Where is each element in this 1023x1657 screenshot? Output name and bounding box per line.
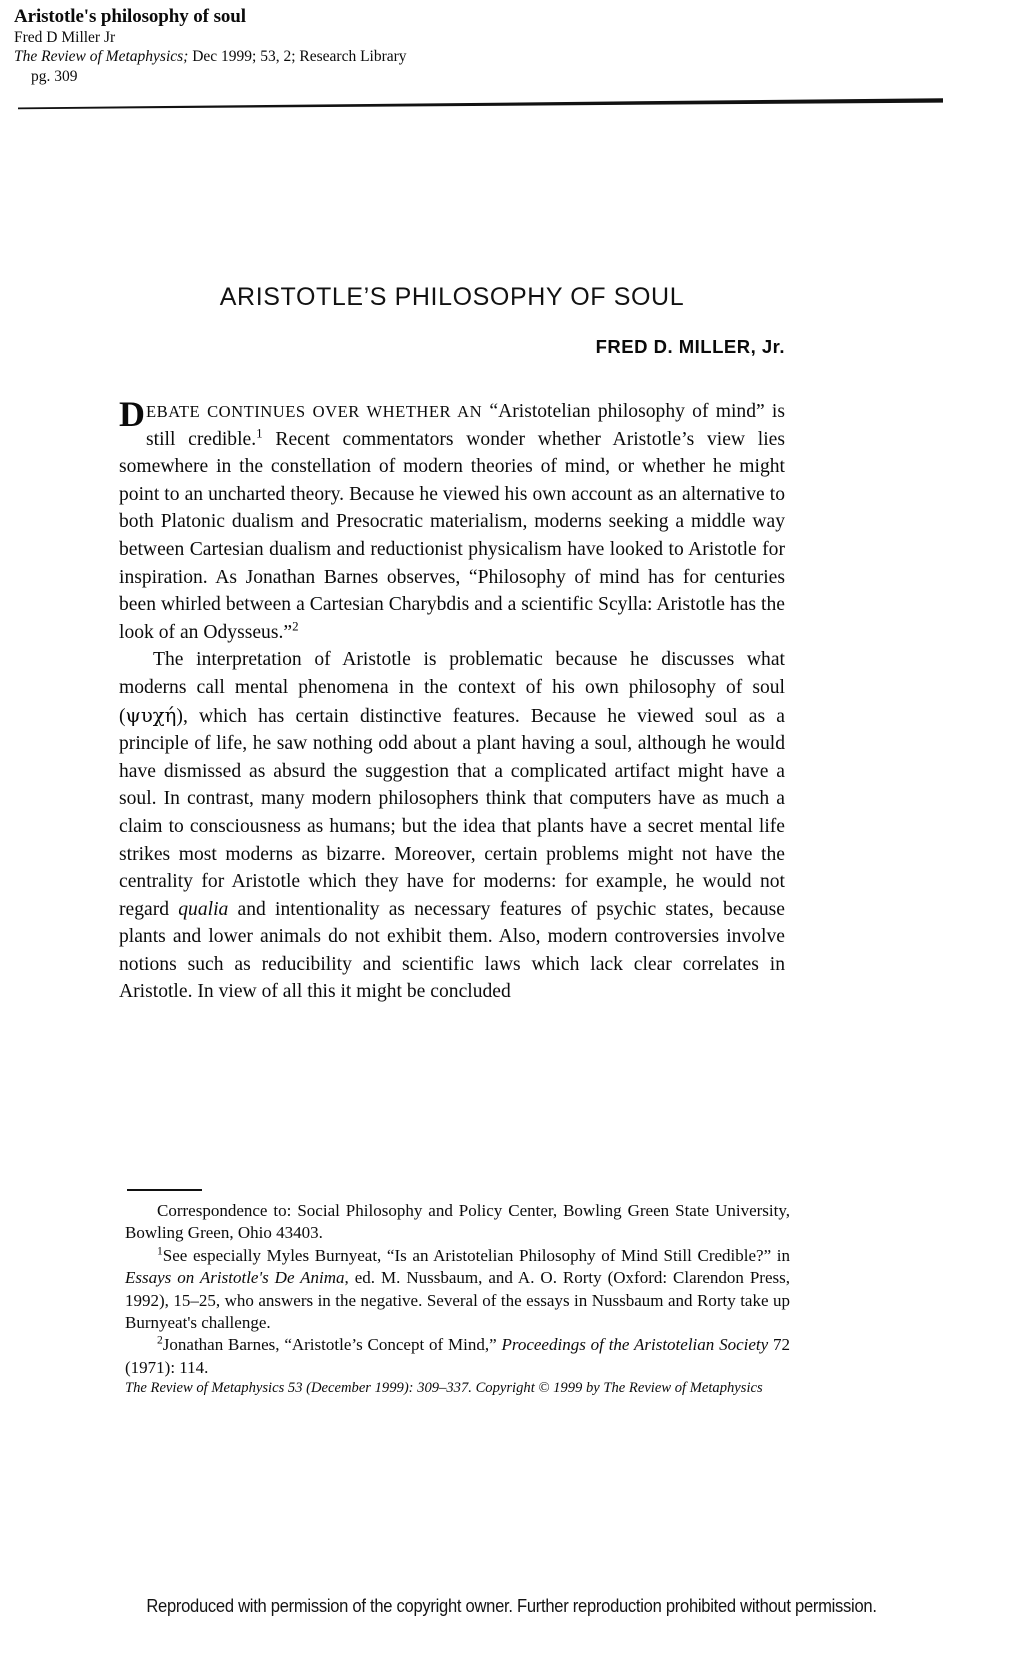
footnote-1-number: 1 <box>157 1244 163 1258</box>
footnote-2 <box>125 1334 790 1379</box>
footnote-reference-2[interactable]: 2 <box>292 618 299 634</box>
italic-term-qualia: qualia <box>178 898 229 920</box>
page-title: ARISTOTLE’S PHILOSOPHY OF SOUL <box>219 283 685 311</box>
paragraph-1 <box>119 394 785 646</box>
paragraph-2-part-2: ), which has certain distinctive features. Because he viewed soul as a principle of life, he saw nothing odd about a plant having a soul, although he would have dismissed as absurd the suggestion that a complicated artifact might have a soul. In contrast, many modern philosophers think that computers have as much a claim to consciousness as humans; but the idea that plants have a secret mental life strikes most moderns as bizarre. Moreover, certain problems might not have the centrality for Aristotle which they have for moderns: for example, he would not regard <box>119 705 785 920</box>
footnote-1-title: Essays on Aristotle's De Anima <box>125 1268 345 1288</box>
footnote-2-part-2: 72 (1971): 114. <box>125 1335 790 1377</box>
scan-header-source <box>14 47 874 67</box>
paragraph-1-lead: “Aristotelian philosophy of mind” is still credible. <box>146 401 785 450</box>
permission-notice: Reproduced with permission of the copyright owner. Further reproduction prohibited without permission. <box>146 1596 877 1616</box>
scan-header-page: pg. 309 <box>31 68 78 85</box>
article-body <box>119 282 785 1006</box>
footnote-separator <box>127 1189 202 1191</box>
opening-small-caps: EBATE CONTINUES OVER WHETHER AN <box>146 402 483 421</box>
paragraph-2 <box>119 646 785 1006</box>
scan-header-issue: Dec 1999; 53, 2; Research Library <box>188 48 407 65</box>
scan-divider-rule <box>18 96 943 110</box>
footnote-2-part-1: Jonathan Barnes, “Aristotle’s Concept of Mind,” <box>162 1335 502 1355</box>
footnote-2-number: 2 <box>157 1333 163 1347</box>
greek-term-psyche: ψυχή <box>125 703 177 727</box>
article-byline: FRED D. MILLER, Jr. <box>595 336 785 357</box>
footnote-correspondence: Correspondence to: Social Philosophy and Policy Center, Bowling Green State University, Bowling Green, Ohio 43403. <box>125 1201 790 1243</box>
scan-header <box>14 6 874 87</box>
footnote-2-title: Proceedings of the Aristotelian Society <box>501 1335 769 1355</box>
journal-citation-line: The Review of Metaphysics 53 (December 1999): 309–337. Copyright © 1999 by The Review of Metaphysics <box>125 1380 763 1397</box>
footnote-1 <box>125 1245 790 1335</box>
drop-cap: D <box>119 394 145 434</box>
paragraph-1-body: Recent commentators wonder whether Aristotle’s view lies somewhere in the constellation of modern theories of mind, or whether he might point to an uncharted theory. Because he viewed his own account as an alternative to both Platonic dualism and Presocratic materialism, moderns seeking a middle way between Cartesian dualism and reductionist physicalism have looked to Aristotle for inspiration. As Jonathan Barnes observes, “Philosophy of mind has for centuries been whirled between a Cartesian Charybdis and a scientific Scylla: Aristotle has the look of an Odysseus.” <box>119 428 785 643</box>
footnote-1-part-1: See especially Myles Burnyeat, “Is an Aristotelian Philosophy of Mind Still Credible?” in <box>162 1245 790 1265</box>
footnote-reference-1[interactable]: 1 <box>256 425 263 441</box>
article-text <box>119 394 786 1006</box>
footnote-1-part-2: , ed. M. Nussbaum, and A. O. Rorty (Oxford: Clarendon Press, 1992), 15–25, who answers in the negative. Several of the essays in Nussbaum and Rorty take up Burnyeat's challenge. <box>125 1268 790 1333</box>
paragraph-2-part-1: The interpretation of Aristotle is problematic because he discusses what moderns call mental phenomena in the context of his own philosophy of soul ( <box>119 649 785 727</box>
footnotes-section <box>125 1200 790 1398</box>
scan-header-journal: The Review of Metaphysics; <box>14 48 189 65</box>
paragraph-2-part-3: and intentionality as necessary features of psychic states, because plants and lower animals do not exhibit them. Also, modern controversies involve notions such as reducibility and scientific laws which lack clear correlates in Aristotle. In view of all this it might be concluded <box>119 898 786 1003</box>
scan-header-author: Fred D Miller Jr <box>14 29 116 46</box>
scan-header-title: Aristotle's philosophy of soul <box>14 6 246 27</box>
